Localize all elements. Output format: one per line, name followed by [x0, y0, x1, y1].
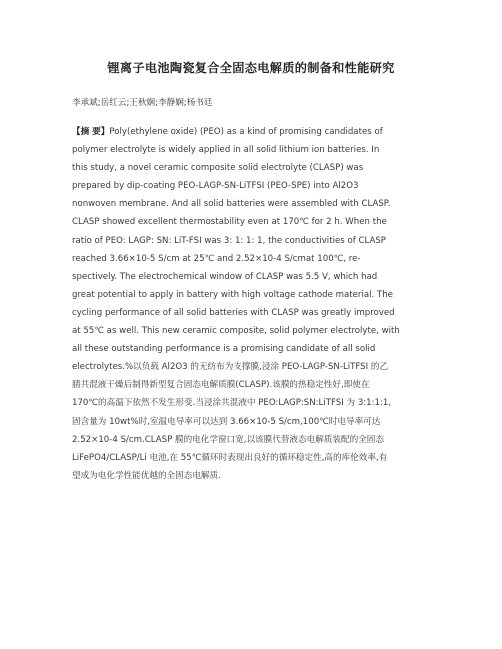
abstract-line: ratio of PEO: LAGP: SN: LiT-FSI was 3: 1: 1: 1, the conductivities of CLASP — [72, 235, 386, 246]
abstract-line: cycling performance of all solid batteries with CLASP was greatly improved — [72, 307, 395, 318]
abstract-line: all these outstanding performance is a promising candidate of all solid — [72, 344, 376, 355]
abstract-text: Poly(ethylene oxide) (PEO) as a kind of promising candidates of — [109, 127, 383, 137]
abstract-label: 【摘 要】 — [72, 127, 110, 137]
abstract-line: electrolytes.%以负载 Al2O3 的无纺布为支撑膜,浸涂 PEO-LAGP-SN-LiTFSI 的乙 — [72, 362, 389, 373]
abstract-line: 望成为电化学性能优越的全固态电解质. — [72, 470, 221, 481]
abstract-line: this study, a novel ceramic composite solid electrolyte (CLASP) was — [72, 163, 364, 174]
abstract-line: 固含量为 10wt%时,室温电导率可以达到 3.66×10-5 S/cm,100℃时电导率可达 — [72, 416, 381, 427]
abstract-line: prepared by dip-coating PEO-LAGP-SN-LiTFSI (PEO-SPE) into Al2O3 — [72, 181, 359, 192]
abstract-line: great potential to apply in battery with high voltage cathode material. The — [72, 289, 393, 300]
abstract-line: LiFePO4/CLASP/Li 电池,在 55℃循环时表现出良好的循环稳定性,高的库伦效率,有 — [72, 452, 388, 463]
author-list: 李承斌;岳红云;王秋娴;李静娴;杨书廷 — [72, 98, 213, 108]
abstract-line: 2.52×10-4 S/cm.CLASP 膜的电化学窗口宽,以该膜代替液态电解质装配的全固态 — [72, 434, 384, 445]
abstract-line: nonwoven membrane. And all solid batteries were assembled with CLASP. — [72, 199, 391, 210]
abstract-line: polymer electrolyte is widely applied in all solid lithium ion batteries. In — [72, 145, 380, 156]
abstract-line: at 55℃ as well. This new ceramic composite, solid polymer electrolyte, with — [72, 326, 400, 337]
abstract-line: 170℃的高温下依然不发生形变.当浸涂共混液中 PEO:LAGP:SN:LiTFSI 为 3:1:1:1, — [72, 398, 392, 409]
abstract-line: spectively. The electrochemical window of CLASP was 5.5 V, which had — [72, 271, 378, 282]
document-title: 锂离子电池陶瓷复合全固态电解质的制备和性能研究 — [107, 61, 395, 75]
abstract-line: 腈共混液干燥后制得新型复合固态电解质膜(CLASP).该膜的热稳定性好,即使在 — [72, 380, 370, 391]
abstract-line: reached 3.66×10-5 S/cm at 25℃ and 2.52×10-4 S/cmat 100℃, re- — [72, 253, 361, 264]
abstract-line — [72, 123, 436, 141]
abstract-line: CLASP showed excellent thermostability even at 170℃ for 2 h. When the — [72, 217, 387, 228]
abstract-block — [72, 123, 436, 485]
